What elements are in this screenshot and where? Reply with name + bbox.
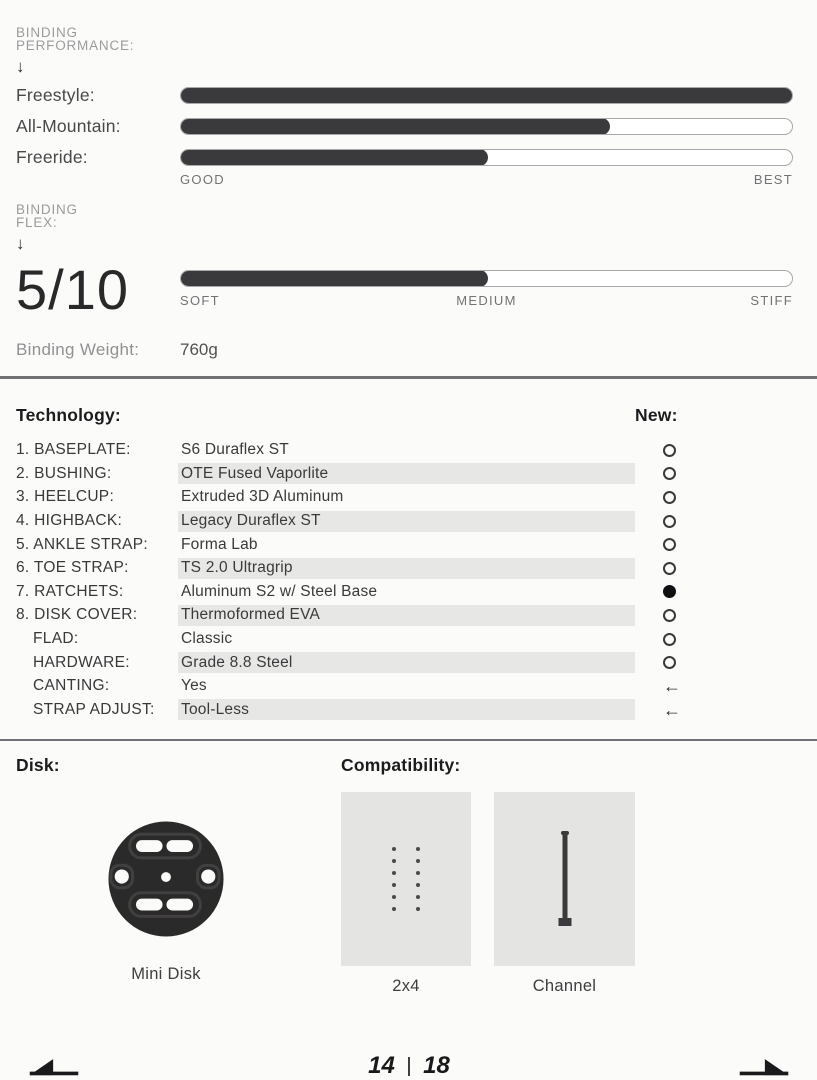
- table-row: [16, 509, 793, 533]
- flex-rating-value: 5/10: [16, 258, 129, 321]
- row-value: Legacy Duraflex ST: [181, 512, 321, 530]
- disk-heading: Disk:: [16, 755, 60, 776]
- new-marker: [635, 533, 793, 557]
- row-label: 1. BASEPLATE:: [16, 441, 131, 459]
- freestyle-bar-fill: [180, 87, 793, 104]
- compat-card: [494, 792, 635, 966]
- performance-heading-line2: PERFORMANCE:: [16, 38, 135, 53]
- new-marker: [635, 556, 793, 580]
- performance-bars: [16, 85, 793, 168]
- table-row: [16, 580, 793, 604]
- circle-marker-icon: [663, 585, 676, 598]
- flex-heading-line1: BINDING: [16, 202, 78, 217]
- circle-marker-icon: [663, 656, 676, 669]
- row-value: Forma Lab: [181, 535, 258, 553]
- new-marker: [635, 486, 793, 510]
- page-separator: |: [405, 1054, 413, 1078]
- left-arrow-icon: ←: [663, 676, 681, 697]
- flex-left-block: [16, 202, 180, 321]
- row-label: 3. HEELCUP:: [16, 488, 115, 506]
- circle-marker-icon: [663, 467, 676, 480]
- freeride-bar-track: [180, 149, 793, 166]
- table-row: [16, 556, 793, 580]
- row-label: 5. ANKLE STRAP:: [16, 535, 148, 553]
- compat-label: 2x4: [392, 977, 420, 996]
- new-marker: [635, 439, 793, 463]
- table-row: [16, 533, 793, 557]
- flex-heading-line2: FLEX:: [16, 215, 58, 230]
- row-label: CANTING:: [33, 677, 110, 695]
- row-label: HARDWARE:: [33, 653, 130, 671]
- performance-heading-line1: BINDING: [16, 25, 78, 40]
- table-row: [16, 604, 793, 628]
- next-page-arrow-icon: [738, 1054, 790, 1078]
- performance-scale: [16, 172, 793, 187]
- binding-flex-section: [0, 202, 817, 321]
- bar-label-freeride: Freeride:: [16, 147, 88, 167]
- new-marker: [635, 698, 793, 722]
- binding-performance-section: [0, 26, 817, 187]
- row-value: Extruded 3D Aluminum: [181, 488, 344, 506]
- scale-medium-label: MEDIUM: [456, 293, 517, 308]
- new-marker: [635, 651, 793, 675]
- disk-column: [16, 755, 341, 996]
- down-arrow-icon: ↓: [16, 234, 25, 253]
- mini-disk-figure: [16, 820, 316, 943]
- circle-marker-icon: [663, 538, 676, 551]
- binding-weight-row: [0, 340, 817, 360]
- row-value: Grade 8.8 Steel: [181, 653, 293, 671]
- compatibility-cards: [341, 792, 793, 996]
- dot-grid-icon: [392, 847, 420, 911]
- scale-soft-label: SOFT: [180, 293, 220, 308]
- row-value: Aluminum S2 w/ Steel Base: [181, 582, 378, 600]
- circle-marker-icon: [663, 444, 676, 457]
- page-indicator: [368, 1052, 450, 1080]
- weight-label: Binding Weight:: [16, 340, 140, 359]
- row-value: TS 2.0 Ultragrip: [181, 559, 293, 577]
- row-value: S6 Duraflex ST: [181, 441, 289, 459]
- technology-heading: Technology:: [16, 404, 121, 425]
- freestyle-bar-track: [180, 87, 793, 104]
- row-label: 2. BUSHING:: [16, 464, 112, 482]
- previous-page-button[interactable]: [28, 1054, 80, 1078]
- next-page-button[interactable]: [738, 1054, 790, 1078]
- flex-heading: [16, 203, 180, 229]
- total-page-number: 18: [423, 1052, 450, 1080]
- new-marker: [635, 580, 793, 604]
- left-arrow-icon: ←: [663, 699, 681, 720]
- channel-line-icon: [550, 829, 580, 929]
- bar-label-freestyle: Freestyle:: [16, 85, 95, 105]
- all-mountain-bar-fill: [180, 118, 610, 135]
- disk-type-label: Mini Disk: [131, 965, 201, 984]
- row-label: 4. HIGHBACK:: [16, 512, 123, 530]
- table-row: [16, 651, 793, 675]
- new-marker: [635, 674, 793, 698]
- row-value: Thermoformed EVA: [181, 606, 321, 624]
- table-row: [16, 627, 793, 651]
- new-marker: [635, 627, 793, 651]
- row-label: STRAP ADJUST:: [33, 700, 155, 718]
- circle-marker-icon: [663, 491, 676, 504]
- scale-good-label: GOOD: [180, 172, 225, 187]
- flex-bar-fill: [180, 270, 488, 287]
- compat-item-channel: [494, 792, 635, 996]
- new-marker: [635, 604, 793, 628]
- circle-marker-icon: [663, 633, 676, 646]
- page-footer: [0, 1052, 817, 1080]
- new-marker: [635, 462, 793, 486]
- table-row: [16, 462, 793, 486]
- row-value: Tool-Less: [181, 700, 250, 718]
- performance-heading: [16, 26, 793, 52]
- compat-card: [341, 792, 471, 966]
- circle-marker-icon: [663, 515, 676, 528]
- prev-page-arrow-icon: [28, 1054, 80, 1078]
- circle-marker-icon: [663, 609, 676, 622]
- row-value: OTE Fused Vaporlite: [181, 464, 329, 482]
- row-label: 7. RATCHETS:: [16, 582, 124, 600]
- table-row: [16, 486, 793, 510]
- compatibility-column: [341, 755, 793, 996]
- compat-label: Channel: [532, 977, 597, 996]
- compatibility-heading: Compatibility:: [341, 755, 461, 776]
- new-marker: [635, 509, 793, 533]
- flex-bar-track: [180, 270, 793, 287]
- row-label: 6. TOE STRAP:: [16, 559, 129, 577]
- new-column-heading: New:: [635, 404, 678, 425]
- table-row: [16, 439, 793, 463]
- technology-section: [0, 379, 817, 722]
- compat-item-2x4: [341, 792, 471, 996]
- mini-disk-icon: [107, 820, 225, 938]
- table-row: [16, 698, 793, 722]
- all-mountain-bar-track: [180, 118, 793, 135]
- weight-value: 760g: [180, 340, 218, 359]
- scale-best-label: BEST: [753, 172, 793, 187]
- down-arrow-icon: ↓: [16, 57, 25, 76]
- row-label: 8. DISK COVER:: [16, 606, 138, 624]
- table-row: [16, 674, 793, 698]
- current-page-number: 14: [368, 1052, 395, 1080]
- scale-stiff-label: STIFF: [750, 293, 793, 308]
- row-value: Yes: [181, 677, 207, 695]
- circle-marker-icon: [663, 562, 676, 575]
- disk-compatibility-section: [0, 741, 817, 996]
- freeride-bar-fill: [180, 149, 488, 166]
- bar-label-all-mountain: All-Mountain:: [16, 116, 121, 136]
- row-label: FLAD:: [33, 630, 79, 648]
- technology-table: [16, 439, 793, 722]
- flex-bar-block: [180, 203, 793, 318]
- row-value: Classic: [181, 630, 233, 648]
